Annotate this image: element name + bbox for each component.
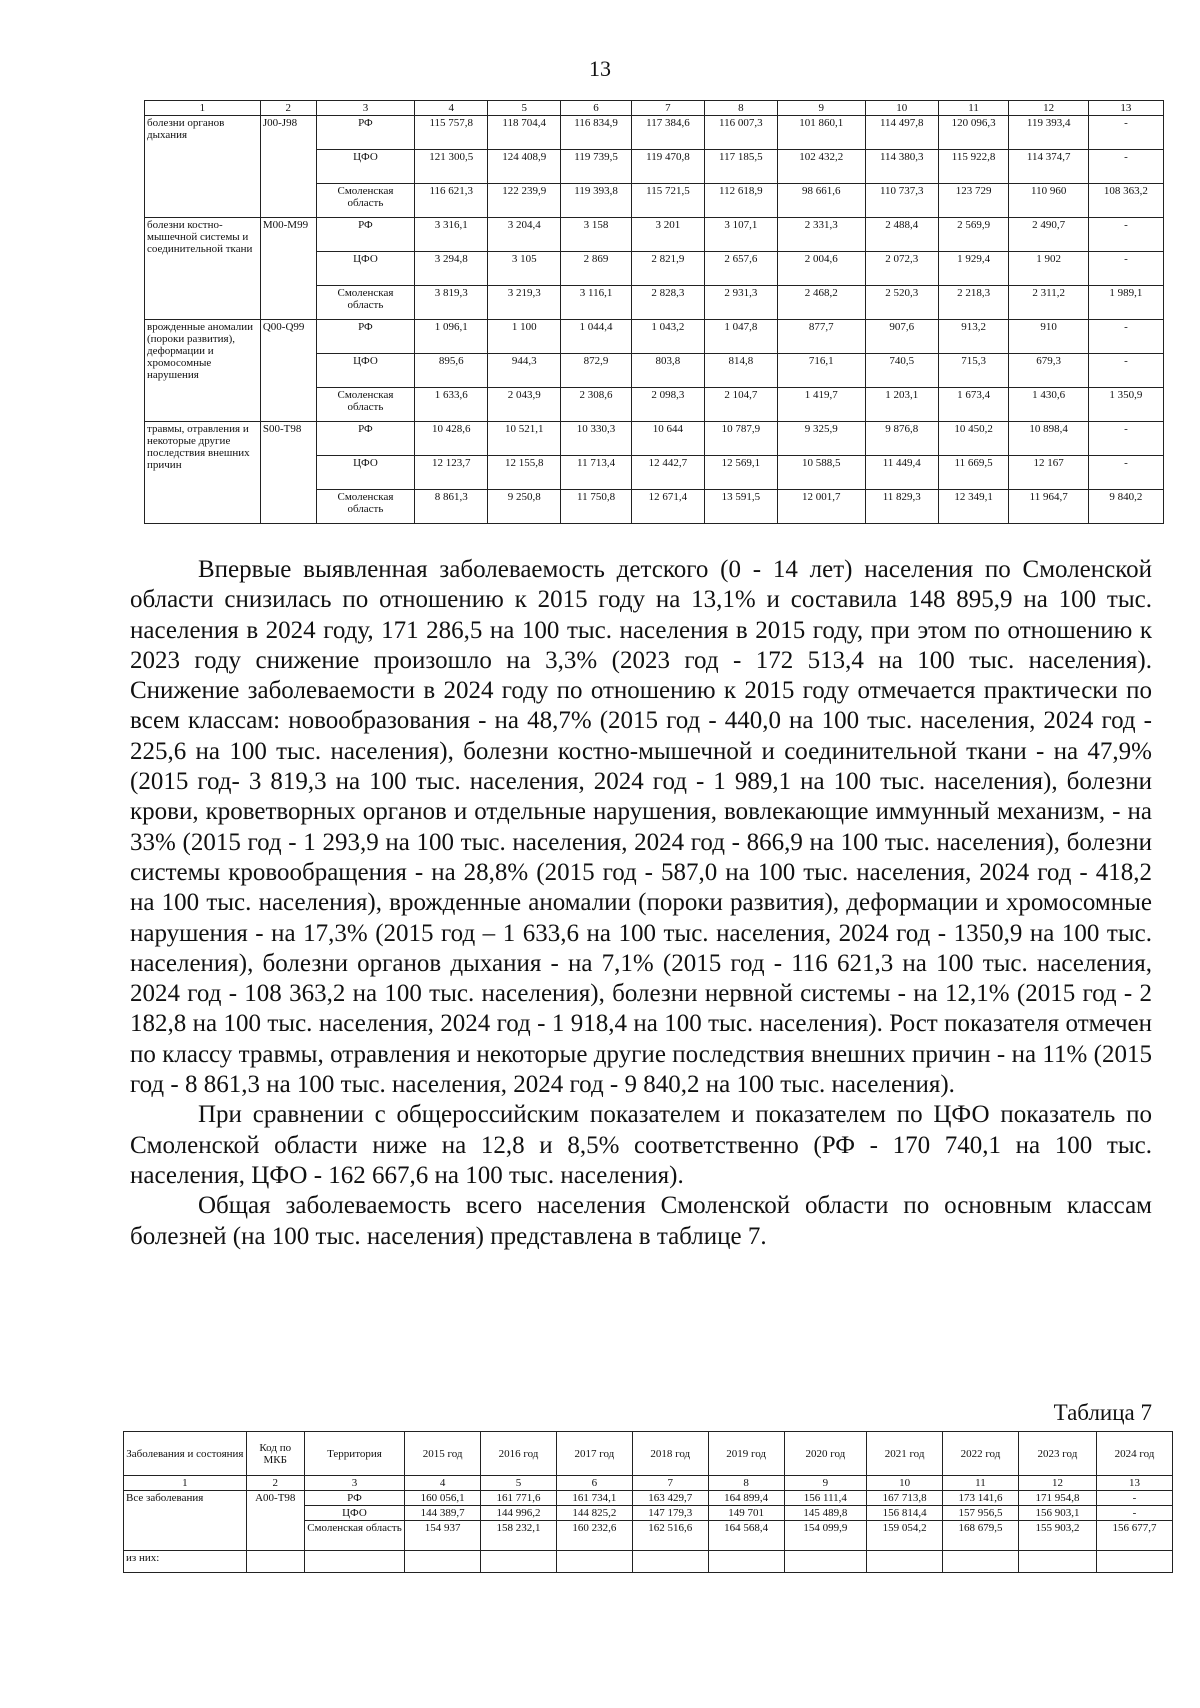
value-cell: 108 363,2 xyxy=(1088,184,1163,218)
empty-cell xyxy=(708,1551,784,1573)
value-cell: 110 737,3 xyxy=(865,184,938,218)
value-cell: 3 201 xyxy=(631,218,704,252)
value-cell: 2 331,3 xyxy=(777,218,865,252)
header-year-cell: 2024 год xyxy=(1097,1432,1173,1476)
value-cell: 144 825,2 xyxy=(556,1506,632,1521)
column-number-cell: 6 xyxy=(556,1476,632,1491)
table-row xyxy=(124,1491,1173,1506)
value-cell: 10 787,9 xyxy=(704,422,777,456)
disease-class-cell: болезни костно-мышечной системы и соединительной ткани xyxy=(145,218,261,320)
value-cell: 114 497,8 xyxy=(865,116,938,150)
value-cell: 117 384,6 xyxy=(631,116,704,150)
value-cell: 167 713,8 xyxy=(867,1491,943,1506)
value-cell: 12 123,7 xyxy=(415,456,488,490)
value-cell: 124 408,9 xyxy=(488,150,561,184)
value-cell: 160 056,1 xyxy=(405,1491,481,1506)
value-cell: 12 167 xyxy=(1009,456,1088,490)
value-cell: - xyxy=(1088,218,1163,252)
value-cell: 944,3 xyxy=(488,354,561,388)
body-text xyxy=(130,555,1152,1252)
paragraph-comparison: При сравнении с общероссийским показателем и показателем по ЦФО показатель по Смоленской области ниже на 12,8 и 8,5% соответственно (РФ - 170 740,1 на 100 тыс. населения, ЦФО - 162 667,6 на 100 тыс. населения). xyxy=(130,1101,1152,1189)
value-cell: 3 819,3 xyxy=(415,286,488,320)
value-cell: 2 468,2 xyxy=(777,286,865,320)
value-cell: 9 250,8 xyxy=(488,490,561,524)
empty-cell xyxy=(784,1551,867,1573)
page-number: 13 xyxy=(589,56,611,81)
value-cell: 872,9 xyxy=(561,354,632,388)
header-territory-cell: Территория xyxy=(304,1432,404,1476)
value-cell: - xyxy=(1097,1491,1173,1506)
table-7-header-row xyxy=(124,1432,1173,1476)
value-cell: 913,2 xyxy=(938,320,1009,354)
value-cell: 110 960 xyxy=(1009,184,1088,218)
value-cell: 116 834,9 xyxy=(561,116,632,150)
value-cell: 101 860,1 xyxy=(777,116,865,150)
value-cell: 149 701 xyxy=(708,1506,784,1521)
value-cell: 877,7 xyxy=(777,320,865,354)
value-cell: 1 096,1 xyxy=(415,320,488,354)
value-cell: 2 490,7 xyxy=(1009,218,1088,252)
value-cell: 1 047,8 xyxy=(704,320,777,354)
empty-cell xyxy=(481,1551,557,1573)
value-cell: 121 300,5 xyxy=(415,150,488,184)
empty-cell xyxy=(1097,1551,1173,1573)
icd-code-cell: J00-J98 xyxy=(260,116,316,218)
value-cell: 12 671,4 xyxy=(631,490,704,524)
value-cell: 144 996,2 xyxy=(481,1506,557,1521)
empty-cell xyxy=(556,1551,632,1573)
header-year-cell: 2021 год xyxy=(867,1432,943,1476)
table-7-number-row xyxy=(124,1476,1173,1491)
header-year-cell: 2022 год xyxy=(943,1432,1019,1476)
column-number-cell: 7 xyxy=(631,101,704,116)
value-cell: 164 568,4 xyxy=(708,1521,784,1551)
value-cell: 2 821,9 xyxy=(631,252,704,286)
header-year-cell: 2019 год xyxy=(708,1432,784,1476)
territory-cell: ЦФО xyxy=(316,150,415,184)
table-row xyxy=(145,320,1164,354)
value-cell: 11 449,4 xyxy=(865,456,938,490)
value-cell: 116 007,3 xyxy=(704,116,777,150)
value-cell: 12 001,7 xyxy=(777,490,865,524)
value-cell: 119 393,8 xyxy=(561,184,632,218)
value-cell: 12 569,1 xyxy=(704,456,777,490)
value-cell: 112 618,9 xyxy=(704,184,777,218)
column-number-cell: 2 xyxy=(246,1476,304,1491)
column-number-cell: 9 xyxy=(784,1476,867,1491)
value-cell: 2 657,6 xyxy=(704,252,777,286)
value-cell: 157 956,5 xyxy=(943,1506,1019,1521)
value-cell: 2 004,6 xyxy=(777,252,865,286)
value-cell: 2 569,9 xyxy=(938,218,1009,252)
territory-cell: РФ xyxy=(316,116,415,150)
column-number-row xyxy=(145,101,1164,116)
value-cell: 158 232,1 xyxy=(481,1521,557,1551)
value-cell: 119 470,8 xyxy=(631,150,704,184)
value-cell: 2 931,3 xyxy=(704,286,777,320)
value-cell: 2 869 xyxy=(561,252,632,286)
value-cell: 10 898,4 xyxy=(1009,422,1088,456)
value-cell: 156 677,7 xyxy=(1097,1521,1173,1551)
value-cell: 3 158 xyxy=(561,218,632,252)
value-cell: 154 937 xyxy=(405,1521,481,1551)
value-cell: 3 316,1 xyxy=(415,218,488,252)
value-cell: 2 311,2 xyxy=(1009,286,1088,320)
header-year-cell: 2023 год xyxy=(1018,1432,1096,1476)
value-cell: 2 218,3 xyxy=(938,286,1009,320)
value-cell: 8 861,3 xyxy=(415,490,488,524)
value-cell: - xyxy=(1088,354,1163,388)
value-cell: 154 099,9 xyxy=(784,1521,867,1551)
value-cell: 156 111,4 xyxy=(784,1491,867,1506)
territory-cell: ЦФО xyxy=(316,456,415,490)
column-number-cell: 8 xyxy=(708,1476,784,1491)
value-cell: 1 203,1 xyxy=(865,388,938,422)
empty-cell xyxy=(405,1551,481,1573)
value-cell: 118 704,4 xyxy=(488,116,561,150)
value-cell: 123 729 xyxy=(938,184,1009,218)
value-cell: 3 105 xyxy=(488,252,561,286)
value-cell: 115 757,8 xyxy=(415,116,488,150)
value-cell: 102 432,2 xyxy=(777,150,865,184)
territory-cell: Смоленская область xyxy=(316,388,415,422)
value-cell: 11 669,5 xyxy=(938,456,1009,490)
value-cell: 895,6 xyxy=(415,354,488,388)
icd-code-cell: S00-T98 xyxy=(260,422,316,524)
value-cell: 2 520,3 xyxy=(865,286,938,320)
value-cell: 11 713,4 xyxy=(561,456,632,490)
value-cell: - xyxy=(1088,116,1163,150)
value-cell: 168 679,5 xyxy=(943,1521,1019,1551)
column-number-cell: 1 xyxy=(124,1476,247,1491)
value-cell: 9 840,2 xyxy=(1088,490,1163,524)
column-number-cell: 11 xyxy=(938,101,1009,116)
value-cell: 11 750,8 xyxy=(561,490,632,524)
paragraph-children-morbidity: Впервые выявленная заболеваемость детского (0 - 14 лет) населения по Смоленской области снизилась по отношению к 2015 году на 13,1% и составила 148 895,9 на 100 тыс. населения в 2024 году, 171 286,5 на 100 тыс. населения в 2015 году, при этом по отношению к 2023 году снижение произошло на 3,3% (2023 год - 172 513,4 на 100 тыс. населения). Снижение заболеваемости в 2024 году по отношению к 2015 году отмечается практически по всем классам: новообразования - на 48,7% (2015 год - 440,0 на 100 тыс. населения, 2024 год - 225,6 на 100 тыс. населения), болезни костно-мышечной и соединительной ткани - на 47,9% (2015 год- 3 819,3 на 100 тыс. населения, 2024 год - 1 989,1 на 100 тыс. населения), болезни крови, кроветворных органов и отдельные нарушения, вовлекающие иммунный механизм, - на 33% (2015 год - 1 293,9 на 100 тыс. населения, 2024 год - 866,9 на 100 тыс. населения), болезни системы кровообращения - на 28,8% (2015 год - 587,0 на 100 тыс. населения, 2024 год - 418,2 на 100 тыс. населения), врожденные аномалии (пороки развития), деформации и хромосомные нарушения - на 17,3% (2015 год – 1 633,6 на 100 тыс. населения, 2024 год - 1350,9 на 100 тыс. населения), болезни органов дыхания - на 7,1% (2015 год - 116 621,3 на 100 тыс. населения, 2024 год - 108 363,2 на 100 тыс. населения), болезни нервной системы - на 12,1% (2015 год - 2 182,8 на 100 тыс. населения, 2024 год - 1 918,4 на 100 тыс. населения). Рост показателя отмечен по классу травмы, отравления и некоторые другие последствия внешних причин - на 11% (2015 год - 8 861,3 на 100 тыс. населения, 2024 год - 9 840,2 на 100 тыс. населения). xyxy=(130,556,1152,1099)
header-year-cell: 2018 год xyxy=(632,1432,708,1476)
value-cell: 3 219,3 xyxy=(488,286,561,320)
territory-cell: ЦФО xyxy=(316,354,415,388)
column-number-cell: 4 xyxy=(415,101,488,116)
value-cell: 10 428,6 xyxy=(415,422,488,456)
value-cell: 162 516,6 xyxy=(632,1521,708,1551)
territory-cell: РФ xyxy=(316,422,415,456)
value-cell: 116 621,3 xyxy=(415,184,488,218)
column-number-cell: 10 xyxy=(867,1476,943,1491)
value-cell: 114 374,7 xyxy=(1009,150,1088,184)
value-cell: 10 330,3 xyxy=(561,422,632,456)
disease-class-cell: Все заболевания xyxy=(124,1491,247,1551)
value-cell: 1 100 xyxy=(488,320,561,354)
value-cell: 3 107,1 xyxy=(704,218,777,252)
icd-code-cell: A00-T98 xyxy=(246,1491,304,1551)
value-cell: - xyxy=(1088,252,1163,286)
value-cell: 1 902 xyxy=(1009,252,1088,286)
value-cell: 1 989,1 xyxy=(1088,286,1163,320)
value-cell: 119 393,4 xyxy=(1009,116,1088,150)
value-cell: 13 591,5 xyxy=(704,490,777,524)
value-cell: - xyxy=(1097,1506,1173,1521)
table-row xyxy=(145,422,1164,456)
value-cell: 10 588,5 xyxy=(777,456,865,490)
value-cell: 1 350,9 xyxy=(1088,388,1163,422)
value-cell: 144 389,7 xyxy=(405,1506,481,1521)
value-cell: 1 633,6 xyxy=(415,388,488,422)
column-number-cell: 5 xyxy=(481,1476,557,1491)
value-cell: 155 903,2 xyxy=(1018,1521,1096,1551)
value-cell: 145 489,8 xyxy=(784,1506,867,1521)
value-cell: 115 721,5 xyxy=(631,184,704,218)
value-cell: 156 814,4 xyxy=(867,1506,943,1521)
icd-code-cell: Q00-Q99 xyxy=(260,320,316,422)
empty-cell xyxy=(304,1551,404,1573)
morbidity-table-continued xyxy=(144,100,1164,524)
header-year-cell: 2020 год xyxy=(784,1432,867,1476)
value-cell: 10 521,1 xyxy=(488,422,561,456)
value-cell: 2 308,6 xyxy=(561,388,632,422)
value-cell: 117 185,5 xyxy=(704,150,777,184)
paragraph-table-intro: Общая заболеваемость всего населения Смоленской области по основным классам болезней (на 100 тыс. населения) представлена в таблице 7. xyxy=(130,1192,1152,1250)
value-cell: 3 204,4 xyxy=(488,218,561,252)
value-cell: - xyxy=(1088,150,1163,184)
column-number-cell: 6 xyxy=(561,101,632,116)
column-number-cell: 12 xyxy=(1018,1476,1096,1491)
column-number-cell: 12 xyxy=(1009,101,1088,116)
territory-cell: РФ xyxy=(316,320,415,354)
value-cell: 2 104,7 xyxy=(704,388,777,422)
value-cell: 161 734,1 xyxy=(556,1491,632,1506)
header-year-cell: 2015 год xyxy=(405,1432,481,1476)
value-cell: 120 096,3 xyxy=(938,116,1009,150)
table-row xyxy=(145,116,1164,150)
empty-cell xyxy=(867,1551,943,1573)
value-cell: 2 098,3 xyxy=(631,388,704,422)
value-cell: 1 929,4 xyxy=(938,252,1009,286)
value-cell: 3 116,1 xyxy=(561,286,632,320)
value-cell: 1 673,4 xyxy=(938,388,1009,422)
value-cell: 9 876,8 xyxy=(865,422,938,456)
value-cell: 715,3 xyxy=(938,354,1009,388)
value-cell: - xyxy=(1088,456,1163,490)
disease-class-cell: врожденные аномалии (пороки развития), деформации и хромосомные нарушения xyxy=(145,320,261,422)
column-number-cell: 7 xyxy=(632,1476,708,1491)
disease-class-cell: травмы, отравления и некоторые другие последствия внешних причин xyxy=(145,422,261,524)
value-cell: 2 072,3 xyxy=(865,252,938,286)
value-cell: 1 044,4 xyxy=(561,320,632,354)
value-cell: 12 349,1 xyxy=(938,490,1009,524)
territory-cell: РФ xyxy=(304,1491,404,1506)
value-cell: 122 239,9 xyxy=(488,184,561,218)
empty-cell xyxy=(943,1551,1019,1573)
value-cell: 1 419,7 xyxy=(777,388,865,422)
empty-cell xyxy=(246,1551,304,1573)
icd-code-cell: M00-M99 xyxy=(260,218,316,320)
value-cell: 11 829,3 xyxy=(865,490,938,524)
column-number-cell: 10 xyxy=(865,101,938,116)
column-number-cell: 3 xyxy=(304,1476,404,1491)
value-cell: 163 429,7 xyxy=(632,1491,708,1506)
value-cell: - xyxy=(1088,422,1163,456)
value-cell: 1 430,6 xyxy=(1009,388,1088,422)
value-cell: 716,1 xyxy=(777,354,865,388)
value-cell: 114 380,3 xyxy=(865,150,938,184)
empty-cell xyxy=(1018,1551,1096,1573)
value-cell: 814,8 xyxy=(704,354,777,388)
value-cell: 164 899,4 xyxy=(708,1491,784,1506)
value-cell: 740,5 xyxy=(865,354,938,388)
territory-cell: ЦФО xyxy=(304,1506,404,1521)
column-number-cell: 5 xyxy=(488,101,561,116)
column-number-cell: 13 xyxy=(1097,1476,1173,1491)
value-cell: 2 488,4 xyxy=(865,218,938,252)
value-cell: 171 954,8 xyxy=(1018,1491,1096,1506)
header-year-cell: 2017 год xyxy=(556,1432,632,1476)
value-cell: 10 450,2 xyxy=(938,422,1009,456)
column-number-cell: 1 xyxy=(145,101,261,116)
column-number-cell: 3 xyxy=(316,101,415,116)
territory-cell: Смоленская область xyxy=(304,1521,404,1551)
value-cell: 9 325,9 xyxy=(777,422,865,456)
value-cell: 2 043,9 xyxy=(488,388,561,422)
column-number-cell: 11 xyxy=(943,1476,1019,1491)
column-number-cell: 13 xyxy=(1088,101,1163,116)
value-cell: 98 661,6 xyxy=(777,184,865,218)
value-cell: 11 964,7 xyxy=(1009,490,1088,524)
column-number-cell: 8 xyxy=(704,101,777,116)
table-7 xyxy=(123,1431,1173,1573)
value-cell: 2 828,3 xyxy=(631,286,704,320)
value-cell: 161 771,6 xyxy=(481,1491,557,1506)
value-cell: 10 644 xyxy=(631,422,704,456)
value-cell: 173 141,6 xyxy=(943,1491,1019,1506)
value-cell: 3 294,8 xyxy=(415,252,488,286)
disease-class-cell: болезни органов дыхания xyxy=(145,116,261,218)
value-cell: 12 155,8 xyxy=(488,456,561,490)
column-number-cell: 2 xyxy=(260,101,316,116)
value-cell: - xyxy=(1088,320,1163,354)
table-7-subheader-row xyxy=(124,1551,1173,1573)
value-cell: 12 442,7 xyxy=(631,456,704,490)
value-cell: 156 903,1 xyxy=(1018,1506,1096,1521)
table-row xyxy=(145,218,1164,252)
value-cell: 147 179,3 xyxy=(632,1506,708,1521)
value-cell: 1 043,2 xyxy=(631,320,704,354)
column-number-cell: 9 xyxy=(777,101,865,116)
value-cell: 159 054,2 xyxy=(867,1521,943,1551)
value-cell: 119 739,5 xyxy=(561,150,632,184)
territory-cell: РФ xyxy=(316,218,415,252)
empty-cell xyxy=(632,1551,708,1573)
value-cell: 115 922,8 xyxy=(938,150,1009,184)
value-cell: 910 xyxy=(1009,320,1088,354)
table-7-caption: Таблица 7 xyxy=(1053,1400,1152,1425)
value-cell: 907,6 xyxy=(865,320,938,354)
territory-cell: Смоленская область xyxy=(316,286,415,320)
territory-cell: Смоленская область xyxy=(316,490,415,524)
column-number-cell: 4 xyxy=(405,1476,481,1491)
value-cell: 803,8 xyxy=(631,354,704,388)
header-code-cell: Код по МКБ xyxy=(246,1432,304,1476)
territory-cell: Смоленская область xyxy=(316,184,415,218)
subheader-cell: из них: xyxy=(124,1551,247,1573)
value-cell: 679,3 xyxy=(1009,354,1088,388)
territory-cell: ЦФО xyxy=(316,252,415,286)
header-disease-cell: Заболевания и состояния xyxy=(124,1432,247,1476)
header-year-cell: 2016 год xyxy=(481,1432,557,1476)
value-cell: 160 232,6 xyxy=(556,1521,632,1551)
